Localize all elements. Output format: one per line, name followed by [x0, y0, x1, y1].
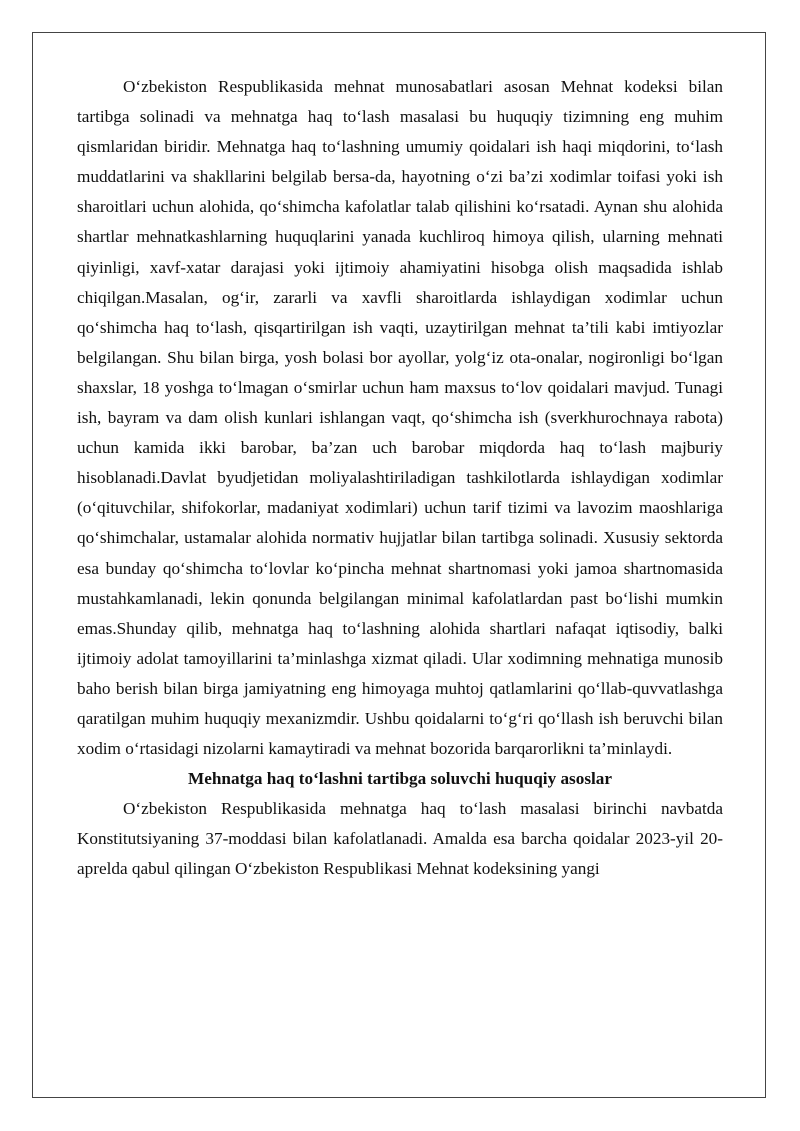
body-paragraph: O‘zbekiston Respublikasida mehnatga haq to‘lash masalasi birinchi navbatda Konstitutsiyaning 37-moddasi bilan kafolatlanadi. Amalda esa barcha qoidalar 2023-yil 20-aprelda qabul qilingan O‘zbekiston Respublikasi Mehnat kodeksining yangi: [77, 799, 723, 879]
body-paragraph: O‘zbekiston Respublikasida mehnat munosabatlari asosan Mehnat kodeksi bilan tartibga solinadi va mehnatga haq to‘lash masalasi bu huquqiy tizimning eng muhim qismlaridan biridir. Mehnatga haq to‘lashning umumiy qoidalari ish haqi miqdorini, to‘lash muddatlarini va shakllarini belgilab bersa-da, hayotning o‘zi ba’zi xodimlar toifasi yoki ish sharoitlari uchun alohida, qo‘shimcha kafolatlar talab qilishini ko‘rsatadi. Aynan shu alohida shartlar mehnatkashlarning huquqlarini yanada kuchliroq himoya qilish, ularning mehnati qiyinligi, xavf-xatar darajasi yoki ijtimoiy ahamiyatini hisobga olish maqsadida ishlab chiqilgan.Masalan, og‘ir, zararli va xavfli sharoitlarda ishlaydigan xodimlar uchun qo‘shimcha haq to‘lash, qisqartirilgan ish vaqti, uzaytirilgan mehnat ta’tili kabi imtiyozlar belgilangan. Shu bilan birga, yosh bolasi bor ayollar, yolg‘iz ota-onalar, nogironligi bo‘lgan shaxslar, 18 yoshga to‘lmagan o‘smirlar uchun ham maxsus to‘lov qoidalari mavjud. Tunagi ish, bayram va dam olish kunlari ishlangan vaqt, qo‘shimcha ish (sverkhurochnaya rabota) uchun kamida ikki barobar, ba’zan uch barobar miqdorda haq to‘lash majburiy hisoblanadi.Davlat byudjetidan moliyalashtiriladigan tashkilotlarda ishlaydigan xodimlar (o‘qituvchilar, shifokorlar, madaniyat xodimlari) uchun tarif tizimi va lavozim maoshlariga qo‘shimchalar, ustamalar alohida normativ hujjatlar bilan tartibga solinadi. Xususiy sektorda esa bunday qo‘shimcha to‘lovlar ko‘pincha mehnat shartnomasi yoki jamoa shartnomasida mustahkamlanadi, lekin qonunda belgilangan minimal kafolatlardan past bo‘lishi mumkin emas.Shunday qilib, mehnatga haq to‘lashning alohida shartlari nafaqat iqtisodiy, balki ijtimoiy adolat tamoyillarini ta’minlashga xizmat qiladi. Ular xodimning mehnatiga munosib baho berish bilan birga jamiyatning eng himoyaga muhtoj qatlamlarini qo‘llab-quvvatlashga qaratilgan muhim huquqiy mexanizmdir. Ushbu qoidalarni to‘g‘ri qo‘llash ish beruvchi bilan xodim o‘rtasidagi nizolarni kamaytiradi va mehnat bozorida barqarorlikni ta’minlaydi.: [77, 77, 723, 759]
section-heading: Mehnatga haq to‘lashni tartibga soluvchi huquqiy asoslar: [187, 769, 613, 789]
document-body: [77, 72, 723, 885]
